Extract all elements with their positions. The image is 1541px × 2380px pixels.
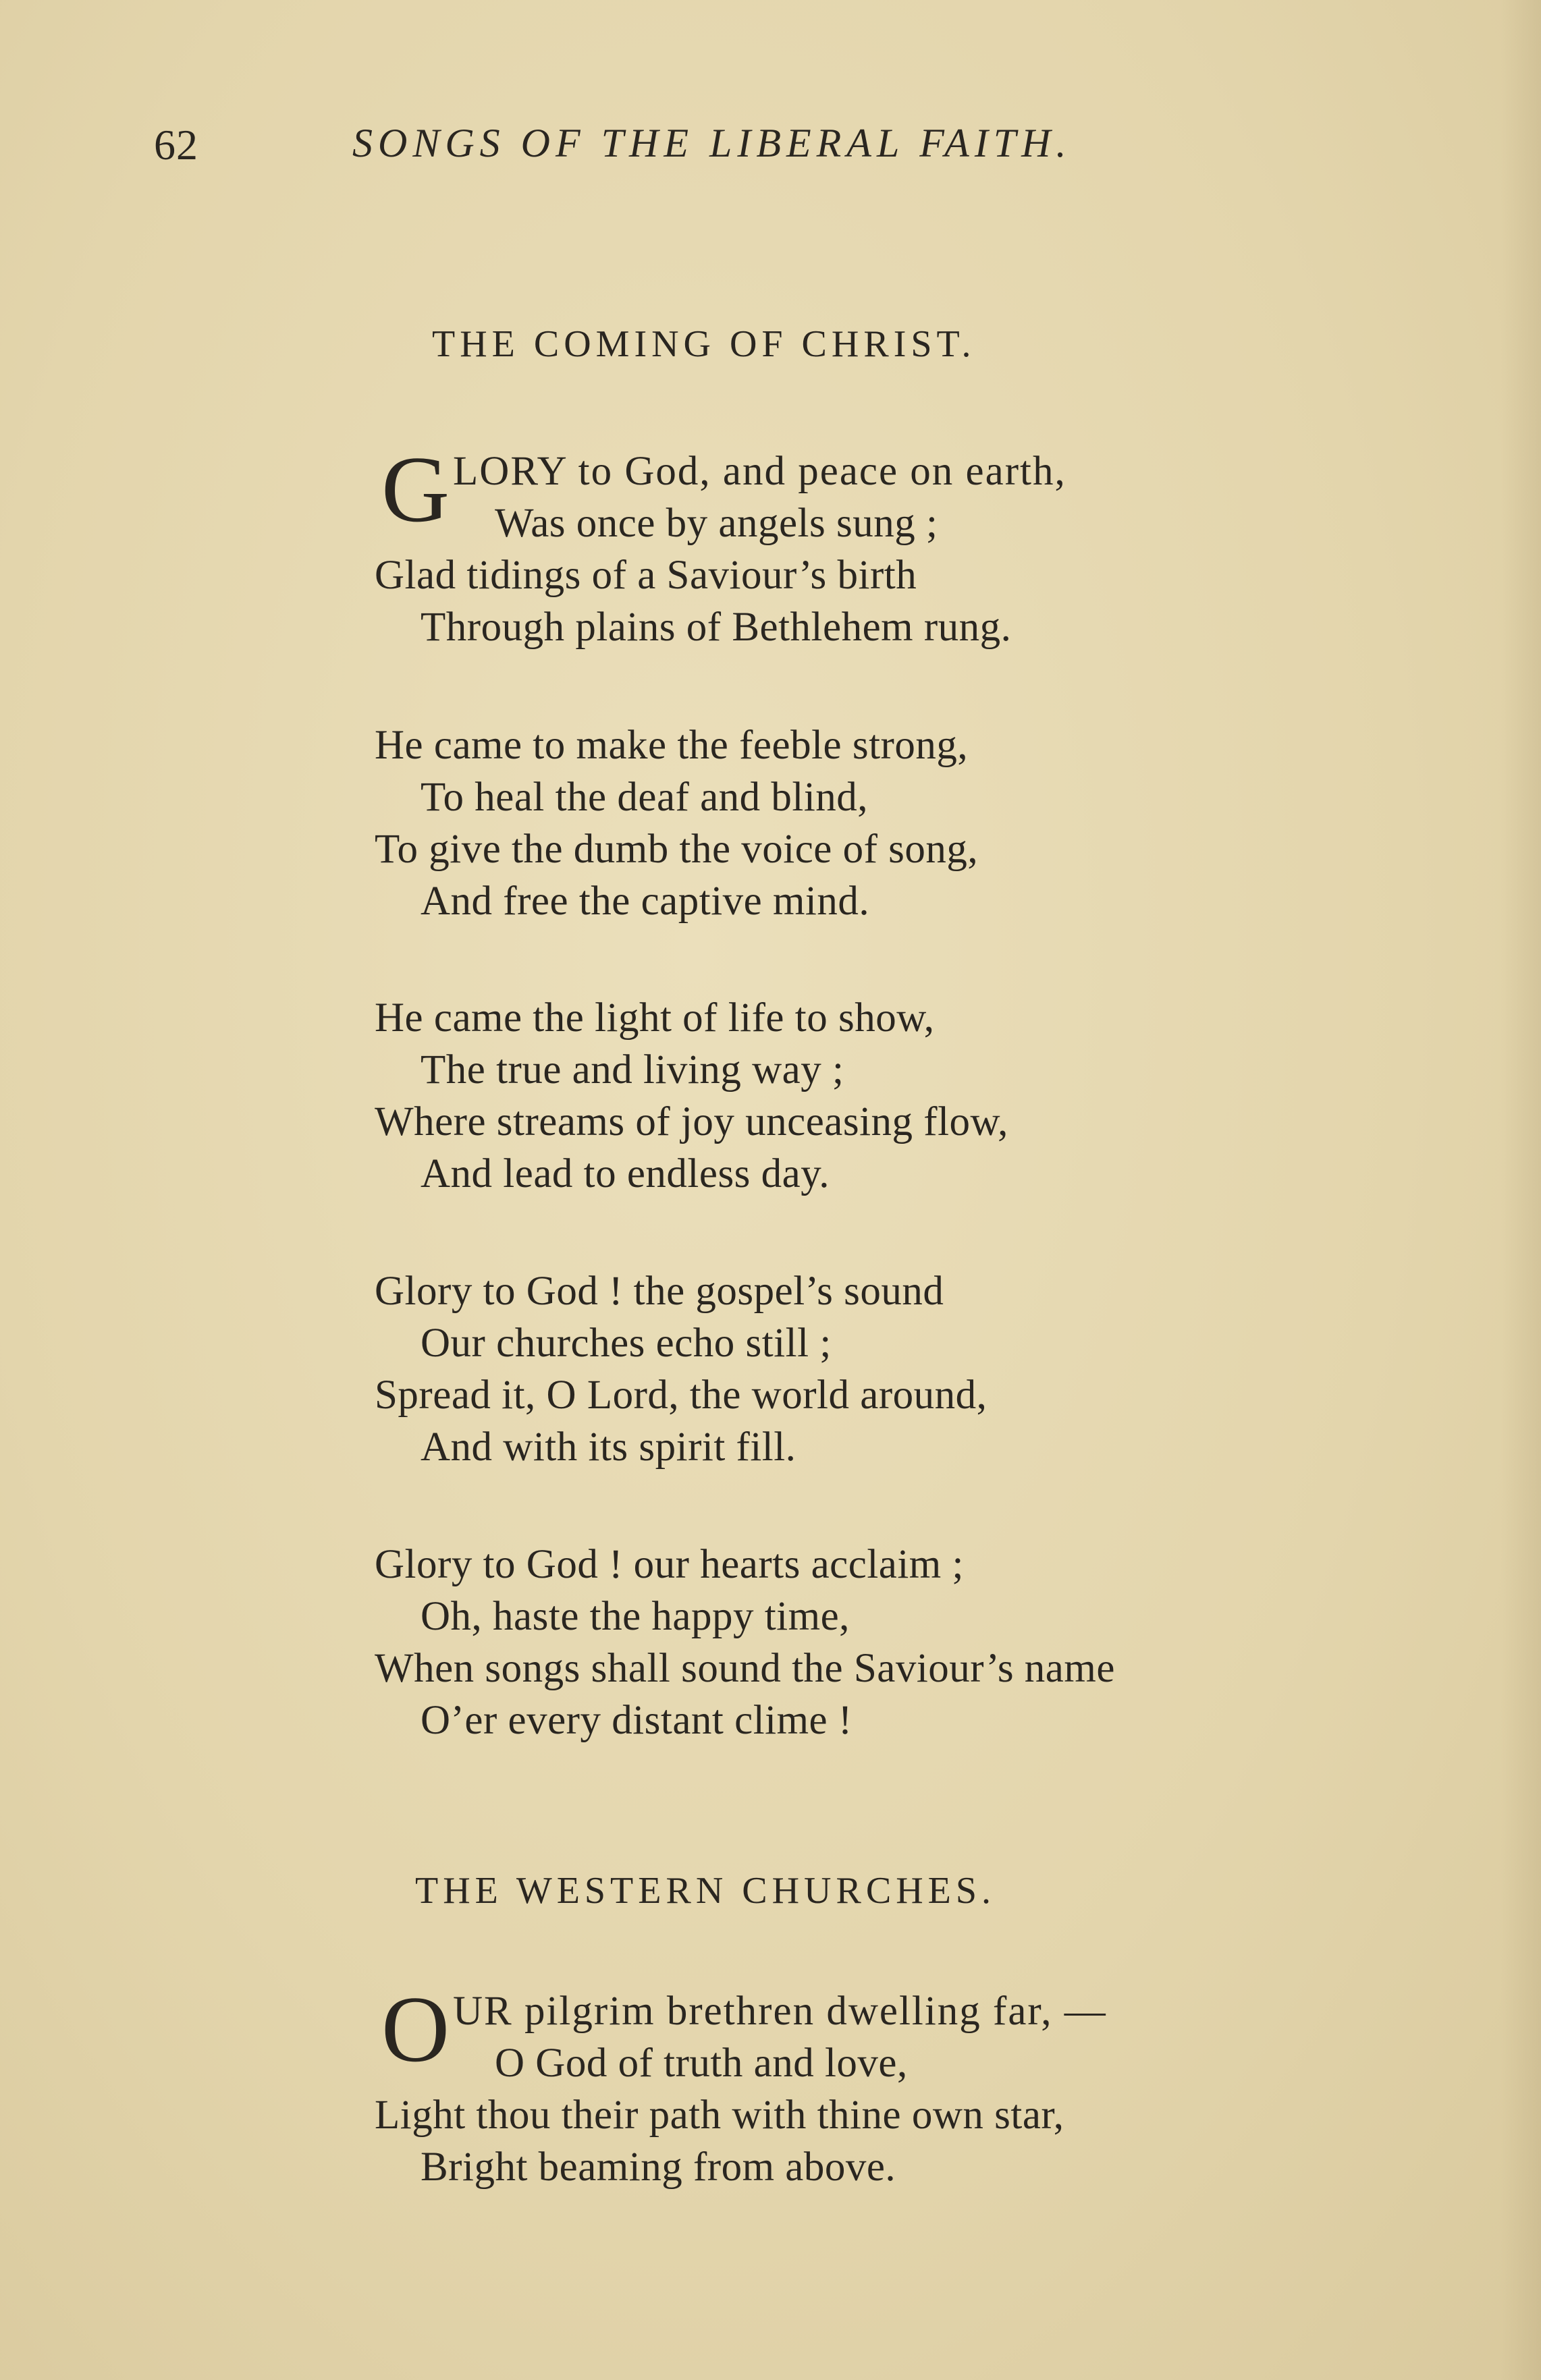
poem-line: And with its spirit fill. — [421, 1424, 796, 1470]
poem-line: Oh, haste the happy time, — [421, 1594, 850, 1639]
poem-line: He came to make the feeble strong, — [375, 723, 969, 768]
poem-line: O God of truth and love, — [495, 2041, 908, 2086]
stanza-2 — [375, 719, 1279, 927]
drop-cap: O — [381, 1977, 450, 2082]
poem-title-block-1 — [432, 323, 1336, 366]
stanza-1 — [375, 1977, 1279, 2193]
stanza-3 — [375, 992, 1279, 1200]
poem-line: Spread it, O Lord, the world around, — [375, 1373, 988, 1418]
page-number: 62 — [154, 121, 198, 169]
poem-western-churches — [375, 1977, 1279, 2193]
poem-line: O’er every distant clime ! — [421, 1698, 853, 1743]
stanza-1 — [375, 437, 1279, 653]
running-title: SONGS OF THE LIBERAL FAITH. — [352, 121, 1072, 165]
poem-line: And lead to endless day. — [421, 1151, 830, 1196]
page-header — [154, 120, 1153, 174]
poem-line: Where streams of joy unceasing flow, — [375, 1099, 1008, 1144]
poem-line: And free the captive mind. — [421, 879, 870, 924]
poem-line: He came the light of life to show, — [375, 995, 935, 1041]
poem-line: To give the dumb the voice of song, — [375, 827, 979, 872]
page-edge-shadow — [1501, 0, 1541, 2380]
stanza-4 — [375, 1265, 1279, 1473]
poem-title: THE WESTERN CHURCHES. — [415, 1870, 996, 1912]
poem-line: UR pilgrim brethren dwelling far, — — [453, 1989, 1107, 2034]
poem-title-block-2 — [415, 1869, 1320, 1912]
poem-line: When songs shall sound the Saviour’s name — [375, 1646, 1115, 1691]
poem-line: To heal the deaf and blind, — [421, 775, 869, 820]
poem-title: THE COMING OF CHRIST. — [432, 323, 976, 365]
poem-line: Through plains of Bethlehem rung. — [421, 605, 1012, 650]
poem-line: LORY to God, and peace on earth, — [453, 449, 1066, 494]
poem-line: Glory to God ! our hearts acclaim ; — [375, 1542, 964, 1587]
poem-coming-of-christ — [375, 437, 1279, 653]
drop-cap: G — [381, 437, 450, 542]
poem-line: Our churches echo still ; — [421, 1321, 832, 1366]
poem-line: Glory to God ! the gospel’s sound — [375, 1269, 944, 1314]
stanza-5 — [375, 1539, 1279, 1746]
poem-line: Light thou their path with thine own star, — [375, 2093, 1064, 2138]
poem-line: Was once by angels sung ; — [495, 501, 938, 546]
poem-line: Bright beaming from above. — [421, 2144, 896, 2190]
poem-line: Glad tidings of a Saviour’s birth — [375, 553, 917, 598]
poem-line: The true and living way ; — [421, 1047, 844, 1092]
